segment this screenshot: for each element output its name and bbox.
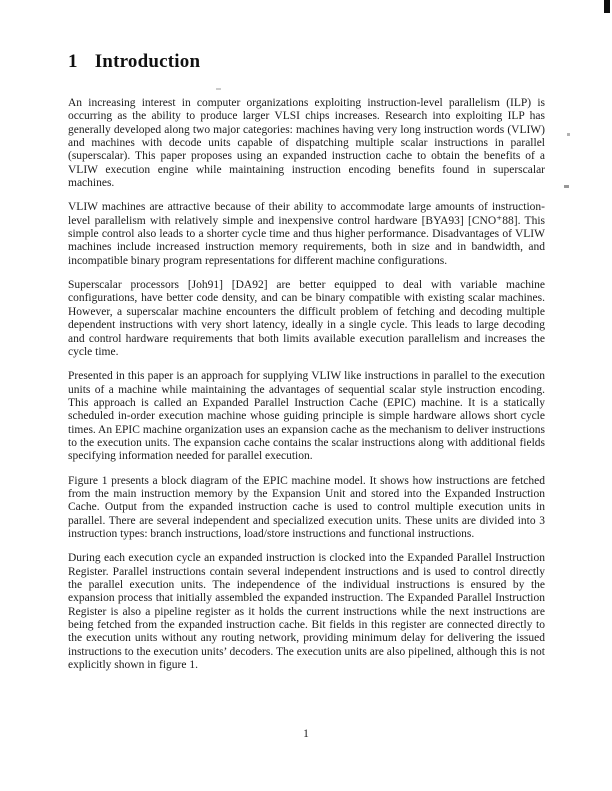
section-title: Introduction xyxy=(94,51,201,72)
paragraph: Figure 1 presents a block diagram of the EPIC machine model. It shows how instructions are fetched from the main instruction memory by the Expansion Unit and stored into the Expanded Instruction Cache. Output from the expanded instruction cache is used to control multiple execution units in parallel. There are several independent and specialized execution units. These units are divided into 3 instruction types: branch instructions, load/store instructions and functional instructions. xyxy=(68,474,545,540)
page-number: 1 xyxy=(303,728,309,740)
paragraph: An increasing interest in computer organizations exploiting instruction-level parallelism (ILP) is occurring as the ability to produce larger VLSI chips increases. Research into exploiting ILP has generally developed along two major categories: machines having very long instruction words (VLIW) and machines with decode units capable of dispatching multiple scalar instructions in parallel (superscalar). This paper proposes using an expanded instruction cache to obtain the benefits of a VLIW execution engine while maintaining instruction encoding benefits found in superscalar machines. xyxy=(68,97,545,190)
paragraph: Presented in this paper is an approach for supplying VLIW like instructions in parallel to the execution units of a machine while maintaining the advantages of sequential scalar style instruction encoding. This approach is called an Expanded Parallel Instruction Cache (EPIC) machine. It is a statically scheduled in-order execution machine whose guiding principle is simple hardware allows short cycle times. An EPIC machine organization uses an expansion cache as the mechanism to deliver instructions to the execution units. The expansion cache contains the scalar instructions along with additional fields specifying information needed for parallel execution. xyxy=(68,370,545,463)
scan-artifact-speck xyxy=(567,133,570,136)
scan-artifact-corner xyxy=(604,0,610,13)
page-content xyxy=(68,51,545,672)
paragraph: During each execution cycle an expanded instruction is clocked into the Expanded Parallel Instruction Register. Parallel instructions contain several independent instructions and is used to control directly the parallel execution units. The independence of the individual instructions is ensured by the expansion process that initially assembled the expanded instruction. The Expanded Parallel Instruction Register is also a pipeline register as it holds the current instructions while the next instructions are being fetched from the expanded instruction cache. Bit fields in this register are connected directly to the execution units without any routing network, providing minimum delay for delivering the issued instructions to the execution units’ decoders. The execution units are also pipelined, although this is not explicitly shown in figure 1. xyxy=(68,552,545,672)
paragraph: VLIW machines are attractive because of their ability to accommodate large amounts of instruction-level parallelism with relatively simple and inexpensive control hardware [BYA93] [CNO⁺88]. This simple control also leads to a shorter cycle time and thus higher performance. Disadvantages of VLIW machines include increased instruction memory requirements, both in size and in bandwidth, and incompatible binary program representations for different machine configurations. xyxy=(68,201,545,267)
scan-artifact-speck xyxy=(564,185,569,188)
section-number: 1 xyxy=(68,51,78,72)
paragraph: Superscalar processors [Joh91] [DA92] are better equipped to deal with variable machine configurations, have better code density, and can be binary compatible with existing scalar machines. However, a superscalar machine encounters the difficult problem of fetching and decoding multiple dependent instructions with very short latency, ideally in a single cycle. This leads to large decoding and control hardware requirements that both limits available execution parallelism and increases the cycle time. xyxy=(68,279,545,358)
section-heading xyxy=(68,51,545,72)
